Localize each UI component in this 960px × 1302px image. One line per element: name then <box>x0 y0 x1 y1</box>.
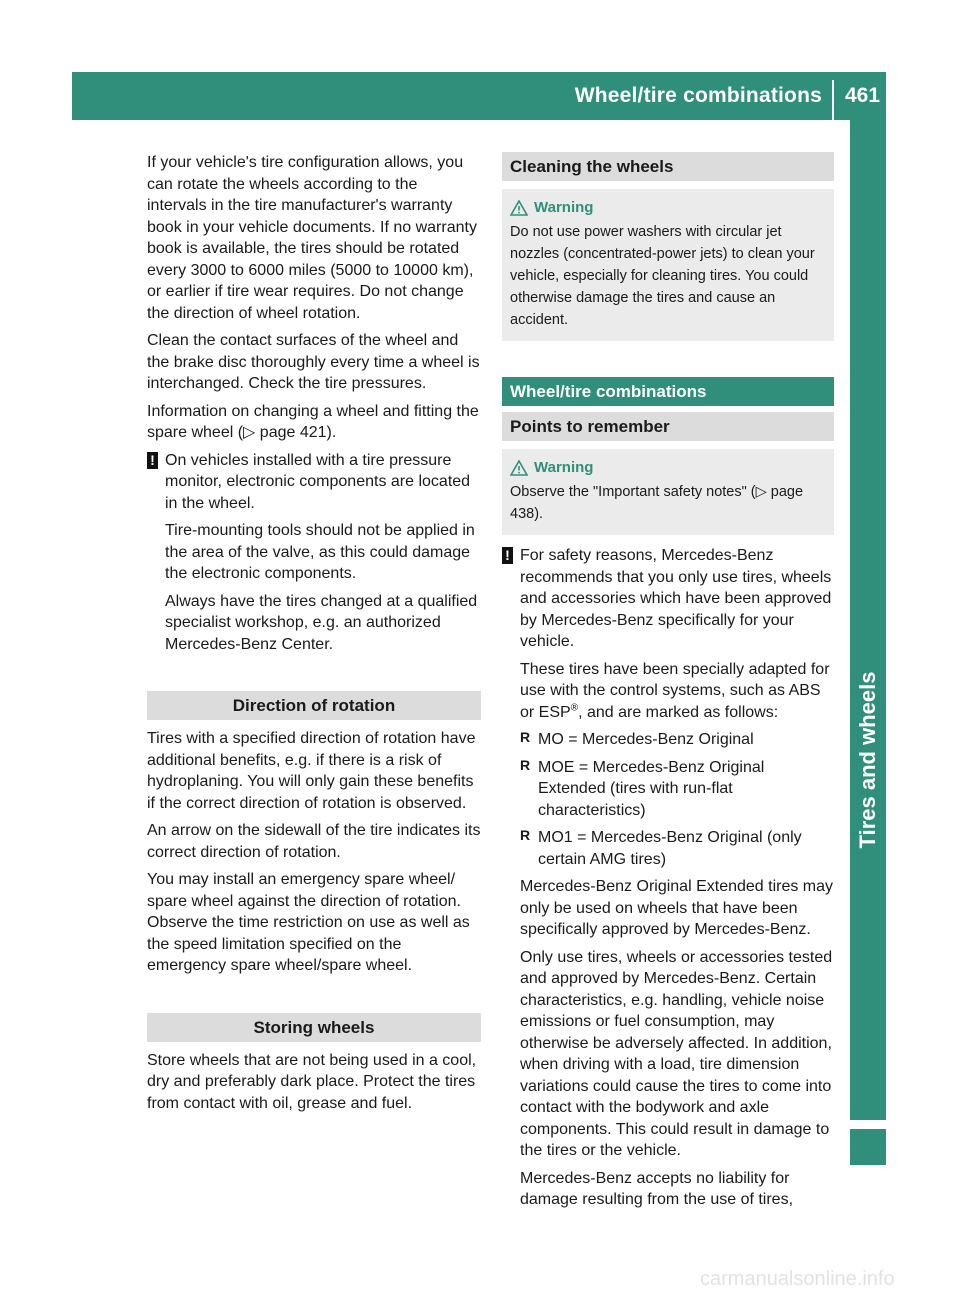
list-item <box>502 757 834 822</box>
watermark: carmanualsonline.info <box>700 1268 895 1290</box>
header-bar <box>72 72 886 120</box>
approval-note <box>502 545 834 723</box>
bullet-icon: R <box>520 827 531 843</box>
note-text: Only use tires, wheels or accessories tested and approved by Mercedes-Benz. Certain characteristics, e.g. handling, vehicle noise emissions or fuel consumption, may otherwise be adversely affected. In addition, when driving with a load, tire dimension variations could cause the tires to come into contact with the bodywork and axle components. This could result in damage to the tires or the vehicle. <box>520 948 833 1159</box>
note-text-b: , and are marked as follows: <box>578 703 779 721</box>
note-text: On vehicles installed with a tire pressure monitor, electronic components are located in the wheel. <box>165 451 471 512</box>
side-tab-text: Tires and wheels <box>855 671 880 849</box>
warning-label: Warning <box>534 459 594 476</box>
note-text: Tire-mounting tools should not be applied in the area of the valve, as this could damage the electronic components. <box>165 522 475 582</box>
note-text-a: These tires have been specially adapted for use with the control systems, such as ABS or ESP <box>520 660 830 721</box>
note-text: For safety reasons, Mercedes-Benz recommends that you only use tires, wheels and accessories which have been approved by Mercedes-Benz specifically for your vehicle. <box>520 547 832 650</box>
list-item <box>502 729 834 751</box>
note-continuation <box>502 876 834 1211</box>
bullet-icon: R <box>520 756 531 773</box>
warning-label: Warning <box>534 199 594 216</box>
warning-header <box>510 197 826 219</box>
warning-text[interactable]: Observe the "Important safety notes" (▷ page 438). <box>510 484 804 522</box>
note-text <box>520 659 834 724</box>
left-column <box>147 152 481 1120</box>
section-heading-cleaning: Cleaning the wheels <box>502 152 834 181</box>
bullet-icon: R <box>520 729 531 745</box>
tpms-note <box>147 450 481 656</box>
note-text: Mercedes-Benz Original Extended tires may only be used on wheels that have been specifically approved by Mercedes-Benz. <box>520 878 834 938</box>
note-text: Mercedes-Benz accepts no liability for damage resulting from the use of tires, <box>520 1169 794 1208</box>
direction-paragraph: Tires with a specified direction of rotation have additional benefits, e.g. if there is a risk of hydroplaning. You will only gain these benefits if the correct direction of rotation is observed. <box>147 730 476 812</box>
list-item-text: MO1 = Mercedes-Benz Original (only certain AMG tires) <box>538 829 802 868</box>
section-heading-storing: Storing wheels <box>147 1013 481 1042</box>
note-text: Always have the tires changed at a qualified specialist workshop, e.g. an authorized Mercedes-Benz Center. <box>165 592 478 653</box>
side-tab-marker <box>850 1129 886 1165</box>
caution-icon: ! <box>147 452 158 469</box>
warning-triangle-icon <box>510 460 528 476</box>
rotation-paragraph: If your vehicle's tire configuration allows, you can rotate the wheels according to the intervals in the tire manufacturer's warranty book in your vehicle documents. If no warranty book is available, the tires should be rotated every 3000 to 6000 miles (5000 to 10000 km), or earlier if tire wear requires. Do not change the direction of wheel rotation. <box>147 154 477 322</box>
registered-mark: ® <box>570 702 579 714</box>
list-item-text: MOE = Mercedes-Benz Original Extended (tires with run-flat characteristics) <box>538 758 765 819</box>
warning-header <box>510 457 826 479</box>
right-column <box>502 152 834 1217</box>
caution-icon: ! <box>502 547 513 564</box>
spare-wheel-reference[interactable]: Information on changing a wheel and fitting the spare wheel (▷ page 421). <box>147 402 479 441</box>
list-item-text: MO = Mercedes-Benz Original <box>538 731 754 748</box>
warning-box-points <box>502 449 834 535</box>
storing-paragraph: Store wheels that are not being used in a cool, dry and preferably dark place. Protect the tires from contact with oil, grease and fuel. <box>147 1051 477 1112</box>
chapter-heading: Wheel/tire combinations <box>502 377 834 406</box>
cleaning-paragraph: Clean the contact surfaces of the wheel and the brake disc thoroughly every time a wheel is interchanged. Check the tire pressures. <box>147 332 480 392</box>
header-divider <box>832 80 834 120</box>
warning-triangle-icon <box>510 200 528 216</box>
section-heading-direction: Direction of rotation <box>147 691 481 720</box>
page-number: 461 <box>844 84 880 107</box>
direction-paragraph: You may install an emergency spare wheel/ spare wheel against the direction of rotation. Observe the time restriction on use as well as the speed limitation specified on the emergency spare wheel/spare wheel. <box>147 871 470 974</box>
warning-text: Do not use power washers with circular jet nozzles (concentrated-power jets) to clean your vehicle, especially for cleaning tires. You could otherwise damage the tires and cause an accident. <box>510 224 815 328</box>
section-heading-points: Points to remember <box>502 412 834 441</box>
warning-box-cleaning <box>502 189 834 341</box>
list-item <box>502 827 834 870</box>
direction-paragraph: An arrow on the sidewall of the tire indicates its correct direction of rotation. <box>147 822 481 861</box>
side-tab-label[interactable] <box>850 610 886 910</box>
page-title: Wheel/tire combinations <box>574 84 822 107</box>
